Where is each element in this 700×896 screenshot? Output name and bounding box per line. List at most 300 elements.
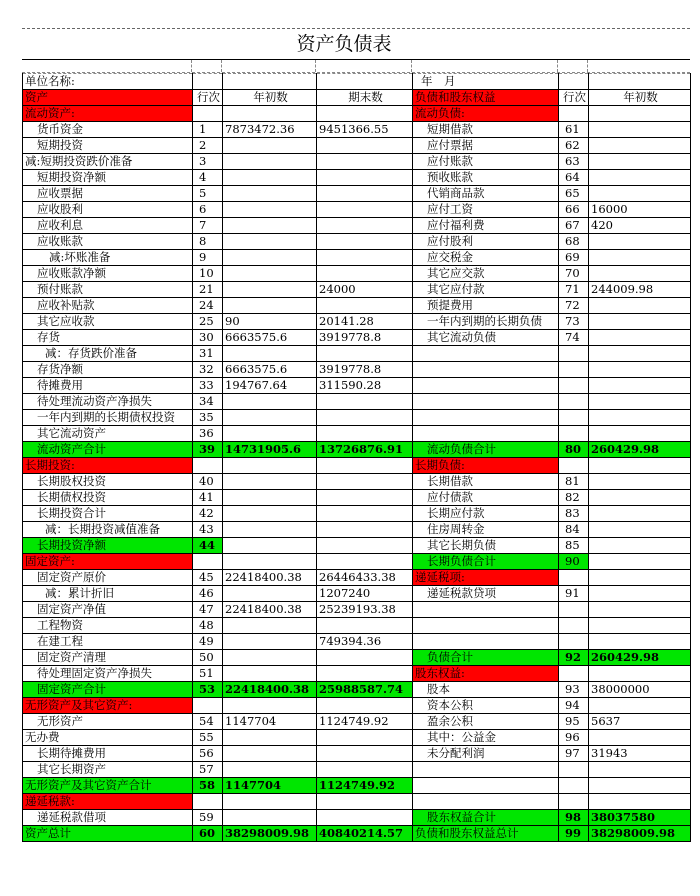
left-line-cell [193, 458, 223, 474]
left-end-cell [317, 266, 413, 282]
right-begin-cell: 31943 [589, 746, 691, 762]
left-line-cell: 21 [193, 282, 223, 298]
left-begin-cell: 38298009.98 [223, 826, 317, 842]
table-row [23, 730, 691, 746]
right-line-cell: 64 [559, 170, 589, 186]
left-line-cell: 34 [193, 394, 223, 410]
table-row [23, 250, 691, 266]
right-begin-cell [589, 794, 691, 810]
right-line-cell [559, 410, 589, 426]
left-item-cell: 资产总计 [23, 826, 193, 842]
left-begin-cell [223, 698, 317, 714]
right-begin-cell [589, 186, 691, 202]
left-end-cell [317, 538, 413, 554]
left-begin-cell: 194767.64 [223, 378, 317, 394]
left-begin-cell: 1147704 [223, 714, 317, 730]
period-label: 年 月 [413, 74, 559, 90]
right-begin-cell [589, 730, 691, 746]
table-row [23, 314, 691, 330]
left-line-cell: 59 [193, 810, 223, 826]
right-begin-cell [589, 762, 691, 778]
table-row [23, 122, 691, 138]
left-begin-cell: 22418400.38 [223, 602, 317, 618]
left-item-cell: 长期投资合计 [23, 506, 193, 522]
table-row [23, 266, 691, 282]
right-line-cell: 96 [559, 730, 589, 746]
right-item-cell: 未分配利润 [413, 746, 559, 762]
left-item-cell: 一年内到期的长期债权投资 [23, 410, 193, 426]
left-item-cell: 存货 [23, 330, 193, 346]
left-item-cell: 减：累计折旧 [23, 586, 193, 602]
right-line-cell: 83 [559, 506, 589, 522]
right-item-cell: 其它应付款 [413, 282, 559, 298]
right-line-cell: 94 [559, 698, 589, 714]
right-begin-cell [589, 330, 691, 346]
left-begin-cell [223, 250, 317, 266]
right-begin-cell [589, 250, 691, 266]
table-row [23, 682, 691, 698]
header-assets: 资产 [23, 90, 193, 106]
right-begin-cell [589, 506, 691, 522]
left-end-cell: 40840214.57 [317, 826, 413, 842]
left-begin-cell [223, 650, 317, 666]
left-end-cell: 25988587.74 [317, 682, 413, 698]
right-begin-cell [589, 106, 691, 122]
right-begin-cell [589, 378, 691, 394]
header-begin-right: 年初数 [589, 90, 691, 106]
table-row [23, 586, 691, 602]
table-row [23, 330, 691, 346]
left-line-cell: 2 [193, 138, 223, 154]
left-end-cell [317, 506, 413, 522]
left-end-cell [317, 458, 413, 474]
left-line-cell: 58 [193, 778, 223, 794]
left-begin-cell: 7873472.36 [223, 122, 317, 138]
table-row [23, 394, 691, 410]
right-item-cell: 递延税款贷项 [413, 586, 559, 602]
right-item-cell: 应交税金 [413, 250, 559, 266]
right-begin-cell [589, 234, 691, 250]
left-item-cell: 存货净额 [23, 362, 193, 378]
left-item-cell: 待处理流动资产净损失 [23, 394, 193, 410]
right-line-cell [559, 778, 589, 794]
right-item-cell: 应付福利费 [413, 218, 559, 234]
left-begin-cell: 14731905.6 [223, 442, 317, 458]
right-item-cell [413, 426, 559, 442]
table-row [23, 826, 691, 842]
table-row [23, 154, 691, 170]
right-begin-cell [589, 362, 691, 378]
left-line-cell: 50 [193, 650, 223, 666]
left-end-cell [317, 202, 413, 218]
left-item-cell: 长期债权投资 [23, 490, 193, 506]
left-item-cell: 递延税款: [23, 794, 193, 810]
right-item-cell [413, 378, 559, 394]
left-item-cell: 短期投资净额 [23, 170, 193, 186]
right-line-cell [559, 570, 589, 586]
right-begin-cell [589, 698, 691, 714]
left-line-cell [193, 554, 223, 570]
left-end-cell: 3919778.8 [317, 362, 413, 378]
left-begin-cell [223, 794, 317, 810]
right-begin-cell [589, 666, 691, 682]
left-end-cell: 749394.36 [317, 634, 413, 650]
left-item-cell: 短期投资 [23, 138, 193, 154]
right-begin-cell [589, 410, 691, 426]
left-line-cell: 25 [193, 314, 223, 330]
right-line-cell: 61 [559, 122, 589, 138]
right-line-cell [559, 618, 589, 634]
left-item-cell: 固定资产: [23, 554, 193, 570]
right-line-cell [559, 602, 589, 618]
right-begin-cell [589, 426, 691, 442]
left-line-cell: 33 [193, 378, 223, 394]
right-begin-cell [589, 154, 691, 170]
table-row [23, 570, 691, 586]
left-line-cell: 10 [193, 266, 223, 282]
left-end-cell [317, 522, 413, 538]
right-item-cell: 股东权益: [413, 666, 559, 682]
table-row [23, 746, 691, 762]
table-row [23, 442, 691, 458]
left-item-cell: 其它流动资产 [23, 426, 193, 442]
left-end-cell [317, 250, 413, 266]
left-item-cell: 待处理固定资产净损失 [23, 666, 193, 682]
left-item-cell: 减：存货跌价准备 [23, 346, 193, 362]
table-row [23, 426, 691, 442]
left-item-cell: 固定资产合计 [23, 682, 193, 698]
right-begin-cell: 260429.98 [589, 442, 691, 458]
left-begin-cell [223, 666, 317, 682]
right-item-cell: 其它长期负债 [413, 538, 559, 554]
left-line-cell: 44 [193, 538, 223, 554]
right-item-cell: 其中：公益金 [413, 730, 559, 746]
left-end-cell: 25239193.38 [317, 602, 413, 618]
left-item-cell: 无形资产及其它资产合计 [23, 778, 193, 794]
right-item-cell [413, 394, 559, 410]
left-begin-cell [223, 426, 317, 442]
table-row [23, 634, 691, 650]
left-line-cell: 47 [193, 602, 223, 618]
right-line-cell: 68 [559, 234, 589, 250]
right-line-cell [559, 666, 589, 682]
left-line-cell: 39 [193, 442, 223, 458]
right-item-cell [413, 346, 559, 362]
right-item-cell [413, 634, 559, 650]
right-line-cell: 72 [559, 298, 589, 314]
table-row [23, 106, 691, 122]
left-line-cell [193, 698, 223, 714]
right-line-cell: 97 [559, 746, 589, 762]
left-item-cell: 固定资产原价 [23, 570, 193, 586]
table-row [23, 650, 691, 666]
right-item-cell: 长期应付款 [413, 506, 559, 522]
left-end-cell [317, 762, 413, 778]
left-line-cell: 32 [193, 362, 223, 378]
left-begin-cell [223, 234, 317, 250]
left-begin-cell [223, 186, 317, 202]
sheet-title: 资产负债表 [296, 33, 392, 55]
header-liabilities: 负债和股东权益 [413, 90, 559, 106]
left-item-cell: 待摊费用 [23, 378, 193, 394]
header-line-right: 行次 [559, 90, 589, 106]
left-begin-cell [223, 410, 317, 426]
left-end-cell: 13726876.91 [317, 442, 413, 458]
header-line-left: 行次 [193, 90, 223, 106]
right-line-cell [559, 394, 589, 410]
table-row [23, 458, 691, 474]
left-item-cell: 工程物资 [23, 618, 193, 634]
left-begin-cell [223, 298, 317, 314]
left-end-cell [317, 170, 413, 186]
right-item-cell: 住房周转金 [413, 522, 559, 538]
left-line-cell: 3 [193, 154, 223, 170]
left-end-cell: 24000 [317, 282, 413, 298]
table-row [23, 522, 691, 538]
right-item-cell: 长期负债合计 [413, 554, 559, 570]
table-row [23, 202, 691, 218]
left-end-cell [317, 218, 413, 234]
right-item-cell [413, 410, 559, 426]
right-begin-cell: 38037580 [589, 810, 691, 826]
left-end-cell [317, 618, 413, 634]
table-row [23, 714, 691, 730]
left-line-cell: 30 [193, 330, 223, 346]
table-row [23, 218, 691, 234]
right-line-cell: 90 [559, 554, 589, 570]
left-end-cell: 3919778.8 [317, 330, 413, 346]
left-line-cell: 54 [193, 714, 223, 730]
right-begin-cell [589, 538, 691, 554]
table-row [23, 346, 691, 362]
left-begin-cell [223, 154, 317, 170]
left-item-cell: 其它长期资产 [23, 762, 193, 778]
left-line-cell: 48 [193, 618, 223, 634]
right-begin-cell: 260429.98 [589, 650, 691, 666]
right-item-cell [413, 794, 559, 810]
left-line-cell: 40 [193, 474, 223, 490]
left-begin-cell [223, 170, 317, 186]
right-begin-cell [589, 266, 691, 282]
left-line-cell: 51 [193, 666, 223, 682]
right-line-cell: 71 [559, 282, 589, 298]
left-end-cell [317, 666, 413, 682]
left-item-cell: 流动资产: [23, 106, 193, 122]
left-begin-cell [223, 282, 317, 298]
right-item-cell: 盈余公积 [413, 714, 559, 730]
left-line-cell [193, 794, 223, 810]
right-item-cell: 长期负债: [413, 458, 559, 474]
left-end-cell [317, 154, 413, 170]
right-item-cell [413, 362, 559, 378]
right-line-cell: 98 [559, 810, 589, 826]
table-row [23, 506, 691, 522]
right-line-cell [559, 378, 589, 394]
right-item-cell: 应付债款 [413, 490, 559, 506]
table-row [23, 794, 691, 810]
left-end-cell: 20141.28 [317, 314, 413, 330]
left-end-cell [317, 410, 413, 426]
left-line-cell: 49 [193, 634, 223, 650]
left-end-cell [317, 730, 413, 746]
left-begin-cell: 1147704 [223, 778, 317, 794]
left-begin-cell: 6663575.6 [223, 330, 317, 346]
right-line-cell [559, 346, 589, 362]
right-begin-cell [589, 314, 691, 330]
left-line-cell: 45 [193, 570, 223, 586]
left-item-cell: 应收账款净额 [23, 266, 193, 282]
right-item-cell: 预提费用 [413, 298, 559, 314]
left-item-cell: 应收账款 [23, 234, 193, 250]
left-end-cell [317, 298, 413, 314]
right-item-cell [413, 618, 559, 634]
left-end-cell [317, 346, 413, 362]
right-item-cell: 预收账款 [413, 170, 559, 186]
right-item-cell [413, 778, 559, 794]
right-line-cell: 81 [559, 474, 589, 490]
left-begin-cell: 22418400.38 [223, 682, 317, 698]
left-begin-cell [223, 202, 317, 218]
left-end-cell: 1124749.92 [317, 778, 413, 794]
left-begin-cell [223, 138, 317, 154]
right-begin-cell [589, 474, 691, 490]
left-begin-cell [223, 730, 317, 746]
left-end-cell: 1124749.92 [317, 714, 413, 730]
right-begin-cell [589, 778, 691, 794]
left-end-cell: 26446433.38 [317, 570, 413, 586]
right-item-cell: 短期借款 [413, 122, 559, 138]
left-item-cell: 长期待摊费用 [23, 746, 193, 762]
left-item-cell: 预付账款 [23, 282, 193, 298]
left-item-cell: 减：长期投资减值准备 [23, 522, 193, 538]
left-end-cell: 311590.28 [317, 378, 413, 394]
left-item-cell: 应收票据 [23, 186, 193, 202]
left-begin-cell [223, 538, 317, 554]
title-row [22, 28, 690, 60]
left-begin-cell [223, 458, 317, 474]
left-line-cell: 43 [193, 522, 223, 538]
left-begin-cell [223, 106, 317, 122]
right-item-cell: 流动负债: [413, 106, 559, 122]
table-row [23, 474, 691, 490]
left-line-cell: 24 [193, 298, 223, 314]
left-item-cell: 递延税款借项 [23, 810, 193, 826]
right-begin-cell [589, 298, 691, 314]
table-row [23, 138, 691, 154]
left-begin-cell: 6663575.6 [223, 362, 317, 378]
left-item-cell: 其它应收款 [23, 314, 193, 330]
left-item-cell: 流动资产合计 [23, 442, 193, 458]
right-begin-cell [589, 570, 691, 586]
right-item-cell: 负债和股东权益总计 [413, 826, 559, 842]
table-row [23, 554, 691, 570]
table-row [23, 810, 691, 826]
right-begin-cell [589, 458, 691, 474]
left-end-cell [317, 426, 413, 442]
balance-sheet [22, 28, 690, 842]
right-item-cell: 应付股利 [413, 234, 559, 250]
right-line-cell: 91 [559, 586, 589, 602]
right-line-cell: 85 [559, 538, 589, 554]
left-end-cell [317, 810, 413, 826]
left-line-cell: 6 [193, 202, 223, 218]
left-line-cell: 56 [193, 746, 223, 762]
table-row [23, 698, 691, 714]
left-item-cell: 长期投资: [23, 458, 193, 474]
left-begin-cell [223, 346, 317, 362]
right-line-cell: 66 [559, 202, 589, 218]
table-row [23, 618, 691, 634]
table-row [23, 762, 691, 778]
left-line-cell: 46 [193, 586, 223, 602]
left-begin-cell [223, 762, 317, 778]
left-end-cell [317, 698, 413, 714]
right-begin-cell [589, 490, 691, 506]
left-end-cell [317, 138, 413, 154]
unit-row [23, 74, 691, 90]
left-end-cell [317, 794, 413, 810]
table-row [23, 298, 691, 314]
right-item-cell: 长期借款 [413, 474, 559, 490]
left-end-cell [317, 234, 413, 250]
left-item-cell: 在建工程 [23, 634, 193, 650]
left-begin-cell [223, 554, 317, 570]
left-item-cell: 减:坏账准备 [23, 250, 193, 266]
right-line-cell: 69 [559, 250, 589, 266]
right-begin-cell [589, 602, 691, 618]
left-begin-cell [223, 474, 317, 490]
right-item-cell: 负债合计 [413, 650, 559, 666]
right-begin-cell: 420 [589, 218, 691, 234]
left-line-cell: 42 [193, 506, 223, 522]
right-item-cell [413, 602, 559, 618]
right-line-cell: 92 [559, 650, 589, 666]
right-item-cell: 代销商品款 [413, 186, 559, 202]
table-row [23, 490, 691, 506]
left-begin-cell [223, 810, 317, 826]
table-row [23, 234, 691, 250]
right-item-cell: 资本公积 [413, 698, 559, 714]
right-line-cell: 62 [559, 138, 589, 154]
right-item-cell: 其它应交款 [413, 266, 559, 282]
right-item-cell: 股本 [413, 682, 559, 698]
right-line-cell [559, 362, 589, 378]
right-begin-cell [589, 586, 691, 602]
right-line-cell [559, 106, 589, 122]
left-end-cell: 9451366.55 [317, 122, 413, 138]
left-begin-cell [223, 618, 317, 634]
right-begin-cell [589, 138, 691, 154]
table-row [23, 602, 691, 618]
right-line-cell: 95 [559, 714, 589, 730]
header-end-left: 期末数 [317, 90, 413, 106]
left-end-cell [317, 106, 413, 122]
right-item-cell: 应付票据 [413, 138, 559, 154]
right-line-cell: 74 [559, 330, 589, 346]
table-row [23, 666, 691, 682]
left-line-cell: 36 [193, 426, 223, 442]
left-line-cell: 57 [193, 762, 223, 778]
right-begin-cell [589, 346, 691, 362]
left-item-cell: 固定资产净值 [23, 602, 193, 618]
left-item-cell: 无形资产及其它资产: [23, 698, 193, 714]
blank-row [22, 60, 690, 73]
left-line-cell: 35 [193, 410, 223, 426]
left-line-cell: 5 [193, 186, 223, 202]
left-begin-cell [223, 522, 317, 538]
left-line-cell: 7 [193, 218, 223, 234]
right-begin-cell: 38000000 [589, 682, 691, 698]
